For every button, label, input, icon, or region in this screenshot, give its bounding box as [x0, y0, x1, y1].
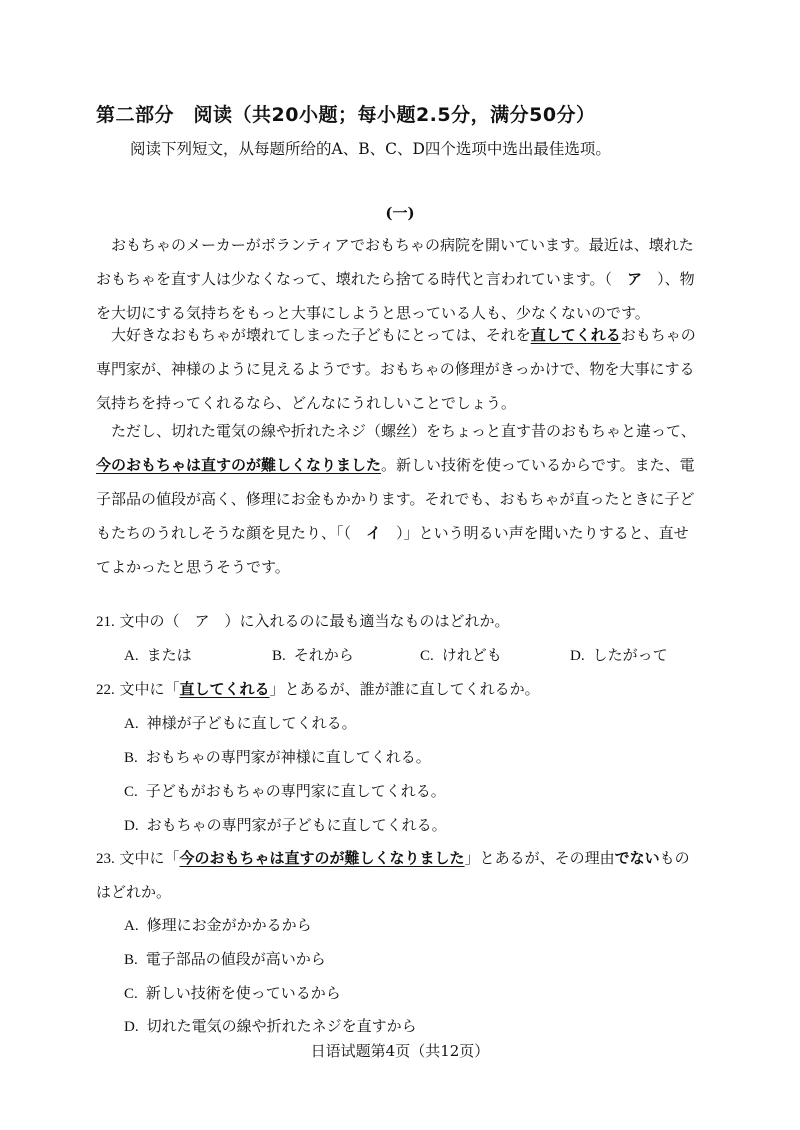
option-text: おもちゃの専門家が子どもに直してくれる。 — [146, 816, 447, 834]
option-23-b[interactable] — [124, 948, 326, 969]
option-text: おもちゃの専門家が神様に直してくれる。 — [145, 748, 431, 766]
option-label: A. — [124, 716, 139, 732]
option-label: B. — [124, 952, 138, 968]
blank-a: ア — [627, 270, 643, 288]
option-text: 神様が子どもに直してくれる。 — [146, 714, 357, 732]
text-span: 」とあるが、誰が誰に直してくれるか。 — [269, 680, 540, 698]
option-21-a[interactable] — [124, 644, 192, 665]
option-label: D. — [124, 1019, 139, 1035]
option-21-b[interactable] — [272, 644, 354, 665]
question-stem: 文中の（ ア ）に入れるのに最も適当なものはどれか。 — [119, 612, 510, 630]
text-line — [96, 262, 706, 296]
text-line — [96, 228, 706, 262]
emphasis-text: でない — [614, 849, 660, 867]
option-22-c[interactable] — [124, 780, 446, 801]
option-text: 切れた電気の線や折れたネジを直すから — [146, 1017, 417, 1035]
text-line — [96, 550, 706, 584]
option-text: 新しい技術を使っているから — [145, 984, 341, 1002]
text-span: を大切にする気持ちをもっと大事にしようと思っている人も、少なくないのです。 — [96, 304, 650, 322]
question-21 — [96, 610, 510, 631]
option-text: 子どもがおもちゃの専門家に直してくれる。 — [145, 782, 446, 800]
option-text: 修理にお金がかかるから — [146, 916, 312, 934]
option-label: B. — [272, 648, 286, 664]
passage-title: (一) — [385, 204, 415, 222]
question-23-line2: はどれか。 — [96, 883, 172, 901]
option-label: C. — [124, 986, 138, 1002]
text-span: おもちゃの — [620, 326, 696, 344]
text-span: 専門家が、神様のように見えるようです。おもちゃの修理がきっかけで、物を大事にする — [96, 360, 695, 378]
text-span: おもちゃを直す人は少なくなって、壊れたら捨てる時代と言われています。（ — [96, 270, 613, 288]
paragraph-3 — [96, 414, 706, 584]
question-number: 22. — [96, 682, 115, 698]
text-span: もたちのうれしそうな顔を見たり、「（ — [96, 524, 352, 542]
underlined-sentence: 今のおもちゃは直すのが難しくなりました — [96, 456, 382, 474]
option-label: A. — [124, 918, 139, 934]
question-23 — [96, 847, 690, 868]
option-21-c[interactable] — [420, 644, 502, 665]
option-23-c[interactable] — [124, 982, 341, 1003]
option-22-b[interactable] — [124, 746, 431, 767]
option-label: D. — [570, 648, 585, 664]
text-span: 気持ちを持ってくれるなら、どんなにうれしいことでしょう。 — [96, 394, 517, 412]
option-21-d[interactable] — [570, 644, 668, 665]
text-span: 文中に「 — [119, 680, 180, 698]
option-22-a[interactable] — [124, 712, 357, 733]
underlined-sentence: 今のおもちゃは直すのが難しくなりました — [179, 849, 465, 867]
question-number: 23. — [96, 851, 115, 867]
option-label: C. — [420, 648, 434, 664]
underlined-phrase: 直してくれる — [179, 680, 270, 698]
option-text: 電子部品の値段が高いから — [145, 950, 326, 968]
text-span: ）」という明るい声を聞いたりすると、直せ — [396, 524, 689, 542]
option-label: B. — [124, 750, 138, 766]
instruction: 阅读下列短文，从每题所给的A、B、C、D四个选项中选出最佳选项。 — [130, 140, 611, 158]
option-22-d[interactable] — [124, 814, 447, 835]
text-span: 。新しい技術を使っているからです。また、電 — [381, 456, 695, 474]
text-line — [96, 414, 706, 448]
option-label: D. — [124, 818, 139, 834]
option-text: それから — [293, 646, 354, 664]
paragraph-2 — [96, 318, 706, 420]
text-span: てよかったと思うそうです。 — [96, 558, 290, 576]
text-span: ）、物 — [657, 270, 695, 288]
text-span: もの — [659, 849, 690, 867]
underlined-phrase: 直してくれる — [530, 326, 621, 344]
option-23-a[interactable] — [124, 914, 312, 935]
text-span: おもちゃのメーカーがボランティアでおもちゃの病院を開いています。最近は、壊れた — [111, 236, 694, 254]
text-line — [96, 482, 706, 516]
question-22 — [96, 678, 540, 699]
text-span: 大好きなおもちゃが壊れてしまった子どもにとっては、それを — [111, 326, 531, 344]
blank-i: イ — [366, 524, 382, 542]
text-span: 子部品の値段が高く、修理にお金もかかります。それでも、おもちゃが直ったときに子ど — [96, 490, 695, 508]
text-line — [96, 516, 706, 550]
text-line — [96, 448, 706, 482]
option-text: したがって — [592, 646, 668, 664]
text-line — [96, 318, 706, 352]
option-label: C. — [124, 784, 138, 800]
option-text: けれども — [441, 646, 502, 664]
text-line — [96, 352, 706, 386]
page-footer: 日语试题第4页（共12页） — [310, 1042, 490, 1060]
option-label: A. — [124, 648, 139, 664]
option-text: または — [146, 646, 192, 664]
text-span: 」とあるが、その理由 — [464, 849, 615, 867]
option-23-d[interactable] — [124, 1015, 417, 1036]
paragraph-1 — [96, 228, 706, 330]
question-number: 21. — [96, 614, 115, 630]
section-title: 第二部分 阅读（共20小题；每小题2.5分，满分50分） — [96, 104, 596, 126]
text-span: ただし、切れた電気の線や折れたネジ（螺丝）をちょっと直す昔のおもちゃと違って、 — [111, 422, 696, 440]
text-span: 文中に「 — [119, 849, 180, 867]
